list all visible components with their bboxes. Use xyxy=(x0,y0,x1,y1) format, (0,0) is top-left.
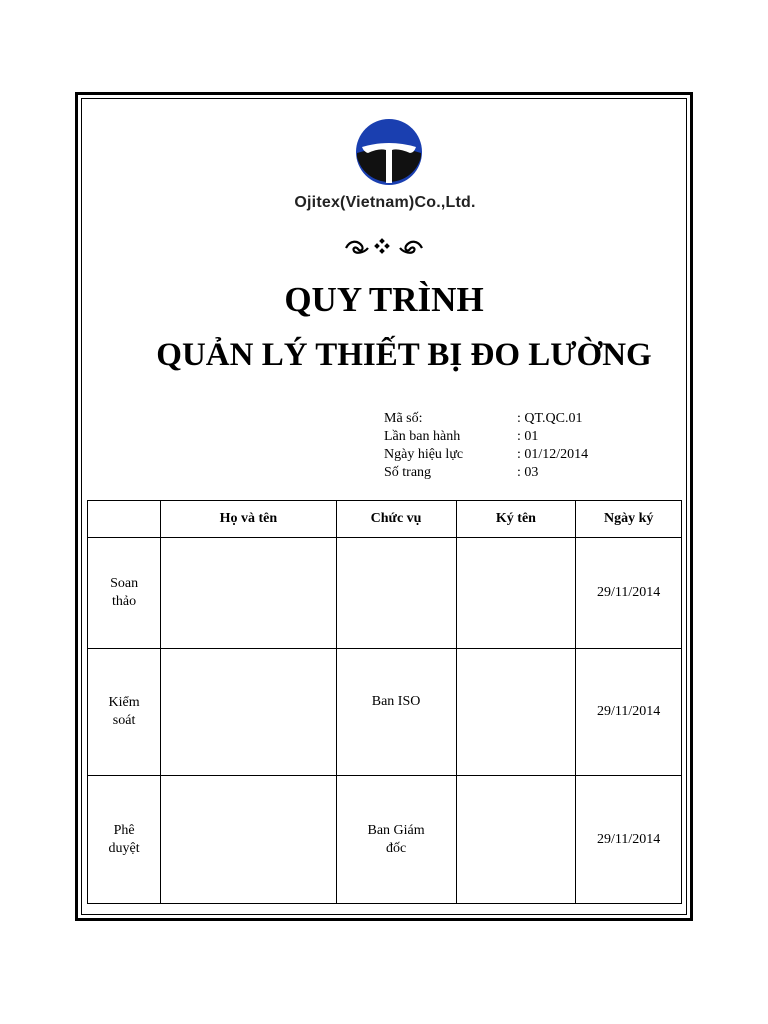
meta-label: Mã số: xyxy=(384,411,423,426)
table-header-cell: Họ và tên xyxy=(161,501,336,538)
role-cell xyxy=(88,648,161,776)
approval-table xyxy=(87,500,682,904)
position-cell xyxy=(336,538,456,649)
role-label: Kiểm soát xyxy=(108,695,140,729)
name-cell xyxy=(161,648,336,776)
name-cell xyxy=(161,538,336,649)
position-label: Ban Giám đốc xyxy=(367,822,425,856)
table-header-cell: Ký tên xyxy=(456,501,576,538)
table-header-cell: Ngày ký xyxy=(576,501,682,538)
position-cell xyxy=(336,776,456,904)
signature-cell xyxy=(456,538,576,649)
role-cell xyxy=(88,538,161,649)
table-header-cell xyxy=(88,501,161,538)
document-subtitle: QUẢN LÝ THIẾT BỊ ĐO LƯỜNG xyxy=(156,337,652,373)
table-header-cell: Chức vụ xyxy=(336,501,456,538)
table-row xyxy=(88,648,682,776)
signature-cell xyxy=(456,776,576,904)
position-label: Ban ISO xyxy=(371,694,421,710)
ojitex-logo-icon xyxy=(354,117,424,187)
position-cell xyxy=(336,648,456,776)
date-cell: 29/11/2014 xyxy=(576,648,682,776)
name-cell xyxy=(161,776,336,904)
table-row xyxy=(88,776,682,904)
company-name: Ojitex(Vietnam)Co.,Ltd. xyxy=(294,194,476,211)
role-label: Soan thảo xyxy=(110,575,139,609)
date-cell: 29/11/2014 xyxy=(576,538,682,649)
meta-value: : QT.QC.01 xyxy=(517,411,583,426)
role-label: Phê duyệt xyxy=(108,822,140,856)
meta-label: Lần ban hành xyxy=(384,429,461,444)
date-cell: 29/11/2014 xyxy=(576,776,682,904)
meta-value: : 03 xyxy=(517,465,539,480)
meta-value: : 01 xyxy=(517,429,539,444)
signature-cell xyxy=(456,648,576,776)
document-title: QUY TRÌNH xyxy=(284,280,484,319)
meta-label: Ngày hiệu lực xyxy=(384,447,464,462)
table-row xyxy=(88,538,682,649)
meta-value: : 01/12/2014 xyxy=(517,447,589,462)
fleuron-ornament-icon xyxy=(344,236,424,256)
table-header-row xyxy=(88,501,682,538)
meta-label: Số trang xyxy=(384,465,432,480)
role-cell xyxy=(88,776,161,904)
